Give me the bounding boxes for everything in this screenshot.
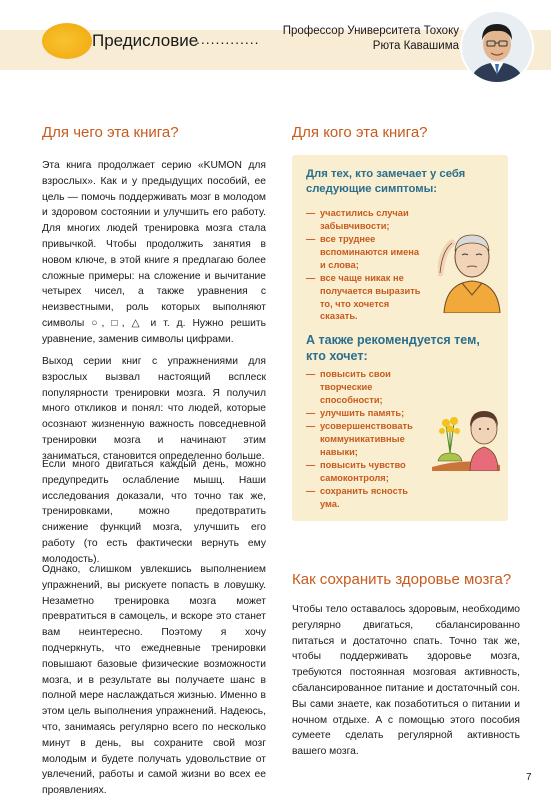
- section-title-why: Для чего эта книга?: [42, 124, 179, 141]
- woman-with-flowers-illustration: [430, 395, 504, 471]
- recommend-heading: А также рекомендуется тем, кто хочет:: [306, 333, 480, 363]
- author-affiliation: Профессор Университета Тохоку: [282, 25, 459, 37]
- paragraph-text: Выход серии книг с упражнениями для взрослых вызвал настоящий всплеск популярности тренировки мозга. Я получил много откликов и понял: что людей, которые осознают жизненную важность повседневной тренировки мозга и начинают этим заниматься, становится определенно больше.: [42, 356, 266, 462]
- recommend-list: [306, 368, 426, 511]
- paragraph-text: Однако, слишком увлекшись выполнением упражнений, вы рискуете попасть в ловушку. Незаметно тренировка мозга может превратиться в самоцель, и вскоре это станет вам неинтересно. Поэтому я хочу подчеркнуть, что ежедневные тренировки повышают базовые физические возможности мозга, и в результате вы получаете шанс в полной мере наслаждаться жизнью. Именно в этом цель выполнения упражнений. Надеюсь, что, занимаясь регулярно всего по несколько минут в день, вы сохраните свой мозг молодым и будете получать удовольствие от увлечений, работы и самой жизни во всех ее проявлениях.: [42, 564, 266, 797]
- list-item: — сохранить ясность ума.: [306, 485, 426, 511]
- author-name: Рюта Кавашима: [372, 40, 459, 52]
- symptoms-heading: Для тех, кто замечает у себя следующие симптомы:: [306, 168, 466, 195]
- right-paragraph: [292, 602, 520, 760]
- list-item: — повысить чувство самоконтроля;: [306, 459, 426, 485]
- author-portrait: [462, 12, 532, 82]
- list-item: — участились случаи забывчивости;: [306, 207, 424, 233]
- left-paragraph-4: [42, 562, 266, 799]
- page-number: 7: [526, 772, 532, 783]
- symptoms-list: [306, 207, 424, 324]
- list-item: — все труднее вспоминаются имена и слова;: [306, 233, 424, 271]
- left-paragraph-1: [42, 158, 266, 348]
- left-paragraph-3: [42, 457, 266, 568]
- forgetful-man-illustration: [438, 221, 504, 313]
- list-item: — все чаще никак не получается выразить то, что хочется сказать.: [306, 272, 424, 323]
- page-title: Предисловие: [92, 31, 199, 50]
- list-item: — улучшить память;: [306, 407, 426, 420]
- paragraph-text: Эта книга продолжает серию «KUMON для взрослых». Как и у предыдущих пособий, ее цель — помочь поддерживать мозг в молодом и здоровом состоянии и улучшить его работу. Для многих людей тренировка мозга стала привычкой. Чтобы продолжить занятия в новом ключе, в этой книге я предлагаю более сложные примеры: на сложение и вычитание четырех чисел, а также уравнения с неизвестными, роль которых выполняют символы ○, □, △ и т. д. Нужно решить уравнение, заменив символы цифрами.: [42, 160, 266, 345]
- section-title-for-whom: Для кого эта книга?: [292, 124, 428, 141]
- title-dot-leader: .............: [196, 31, 260, 47]
- list-item: — повысить свои творческие способности;: [306, 368, 426, 406]
- left-paragraph-2: [42, 354, 266, 465]
- author-block: [283, 24, 459, 54]
- header-accent-blob: [42, 23, 92, 59]
- audience-box: [292, 155, 508, 521]
- section-title-brain-health: Как сохранить здоровье мозга?: [292, 571, 512, 588]
- paragraph-text: Чтобы тело оставалось здоровым, необходимо регулярно двигаться, сбалансированно питаться и достаточно спать. Точно так же, чтобы поддерживать здоровье мозга, требуются постоянная мозговая активность, сбалансированное питание и достаточный сон. Вы сами знаете, как позаботиться о питании и ночном отдыхе. А с помощью этого пособия сумеете сделать регулярной активность вашего мозга.: [292, 604, 520, 758]
- paragraph-text: Если много двигаться каждый день, можно предупредить ослабление мышц. Наши исследования доказали, что точно так же, тренировками, можно предотвратить снижение функций мозга, улучшить его работу (то есть фактически вернуть ему молодость).: [42, 459, 266, 565]
- list-item: — усовершенствовать коммуникативные навыки;: [306, 420, 426, 458]
